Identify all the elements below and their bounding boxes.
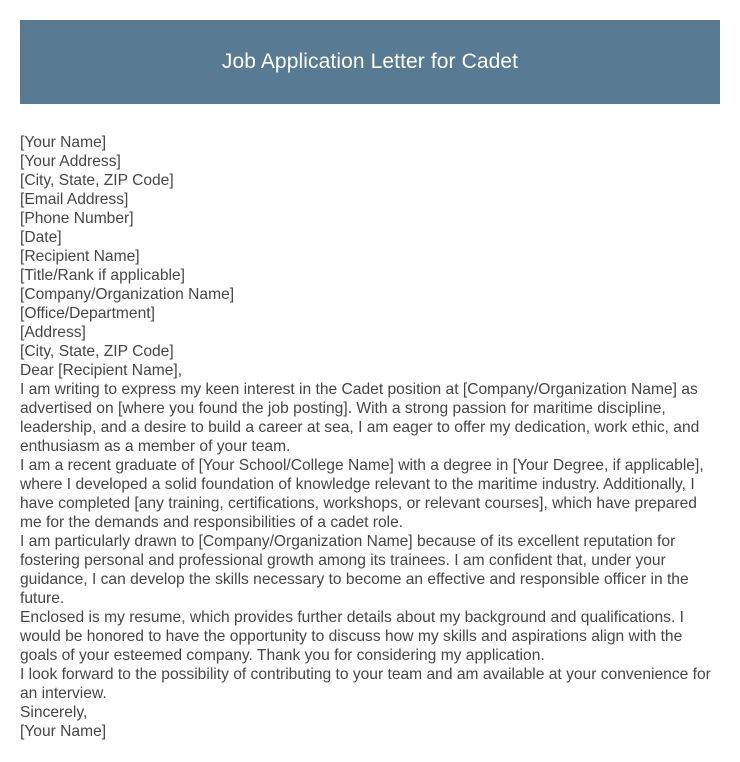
recipient-company: [Company/Organization Name]	[20, 286, 235, 303]
header-banner	[20, 20, 720, 104]
paragraph-closing: I look forward to the possibility of contributing to your team and am available at your convenience for an interview.	[20, 666, 711, 702]
signature: [Your Name]	[20, 723, 107, 740]
sender-phone: [Phone Number]	[20, 210, 134, 227]
paragraph-enclosure: Enclosed is my resume, which provides further details about my background and qualifications. I would be honored to have the opportunity to discuss how my skills and aspirations align with the goals of your esteemed company. Thank you for considering my application.	[20, 609, 684, 664]
recipient-city-state-zip: [City, State, ZIP Code]	[20, 343, 174, 360]
recipient-title: [Title/Rank if applicable]	[20, 267, 185, 284]
letter-body	[20, 133, 720, 741]
sender-block	[20, 133, 720, 247]
sender-city-state-zip: [City, State, ZIP Code]	[20, 172, 174, 189]
paragraph-education: I am a recent graduate of [Your School/College Name] with a degree in [Your Degree, if applicable], where I developed a solid foundation of knowledge relevant to the maritime industry. Additionally, I have completed [any training, certifications, workshops, or relevant courses], which have prepared me for the demands and responsibilities of a cadet role.	[20, 457, 704, 531]
recipient-address: [Address]	[20, 324, 86, 341]
letter-content	[20, 380, 720, 703]
paragraph-introduction: I am writing to express my keen interest in the Cadet position at [Company/Organization Name] as advertised on [where you found the job posting]. With a strong passion for maritime discipline, leadership, and a desire to build a career at sea, I am eager to offer my dedication, work ethic, and enthusiasm as a member of your team.	[20, 381, 700, 455]
sender-email: [Email Address]	[20, 191, 129, 208]
recipient-office: [Office/Department]	[20, 305, 155, 322]
page-title: Job Application Letter for Cadet	[221, 50, 519, 73]
recipient-name: [Recipient Name]	[20, 248, 140, 265]
salutation: Dear [Recipient Name],	[20, 362, 183, 379]
closing: Sincerely,	[20, 704, 88, 721]
sender-name: [Your Name]	[20, 134, 107, 151]
paragraph-motivation: I am particularly drawn to [Company/Organization Name] because of its excellent reputation for fostering personal and professional growth among its trainees. I am confident that, under your guidance, I can develop the skills necessary to become an effective and responsible officer in the future.	[20, 533, 689, 607]
sender-address: [Your Address]	[20, 153, 121, 170]
recipient-block	[20, 247, 720, 361]
letter-date: [Date]	[20, 229, 62, 246]
